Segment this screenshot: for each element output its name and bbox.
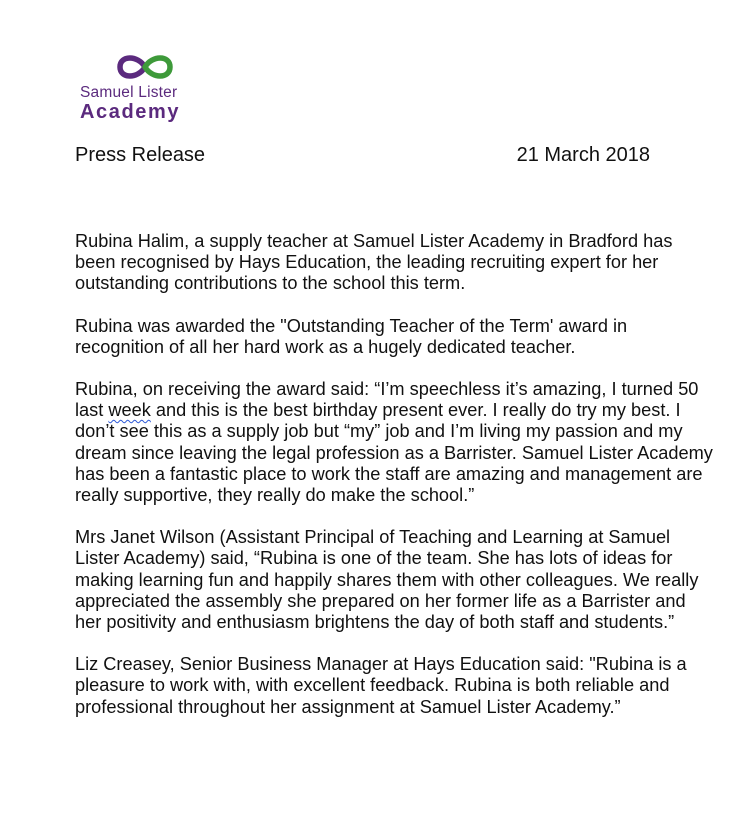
paragraph-award: Rubina was awarded the "Outstanding Teacher of the Term' award in recognition of all her hard work as a hugely dedicated teacher.: [75, 315, 628, 357]
paragraph-rubina-quote: [75, 379, 715, 506]
spellcheck-flagged-word: week: [108, 400, 151, 421]
academy-logo: [80, 52, 220, 123]
document-type-label: Press Release: [75, 144, 206, 166]
release-date: 21 March 2018: [516, 144, 650, 166]
quote-text-start: Rubina, on receiving the award said: “I’m speechless it’s amazing, I turned 50 last: [75, 379, 699, 421]
press-release-body: [75, 231, 715, 739]
paragraph-intro: Rubina Halim, a supply teacher at Samuel Lister Academy in Bradford has been recognised by Hays Education, the leading recruiting expert for her outstanding contributions to the school this term.: [75, 231, 673, 294]
logo-text-line1: Samuel Lister: [80, 84, 178, 101]
logo-text-line2: Academy: [80, 101, 181, 123]
paragraph-wilson-quote: Mrs Janet Wilson (Assistant Principal of Teaching and Learning at Samuel Lister Academy) said, “Rubina is one of the team. She has lots of ideas for making learning fun and happily shares them with other colleagues. We really appreciated the assembly she prepared on her former life as a Barrister and her positivity and enthusiasm brightens the day of both staff and students.”: [75, 527, 699, 633]
quote-text-end: and this is the best birthday present ever. I really do try my best. I don’t see this as a supply job but “my” job and I’m living my passion and my dream since leaving the legal profession as a Barrister. Samuel Lister Academy has been a fantastic place to work the staff are amazing and management are really supportive, they really do make the school.”: [75, 400, 713, 506]
infinity-logo-icon: [116, 52, 174, 82]
paragraph-creasey-quote: Liz Creasey, Senior Business Manager at Hays Education said: "Rubina is a pleasure to work with, with excellent feedback. Rubina is both reliable and professional throughout her assignment at Samuel Lister Academy.”: [75, 654, 687, 717]
